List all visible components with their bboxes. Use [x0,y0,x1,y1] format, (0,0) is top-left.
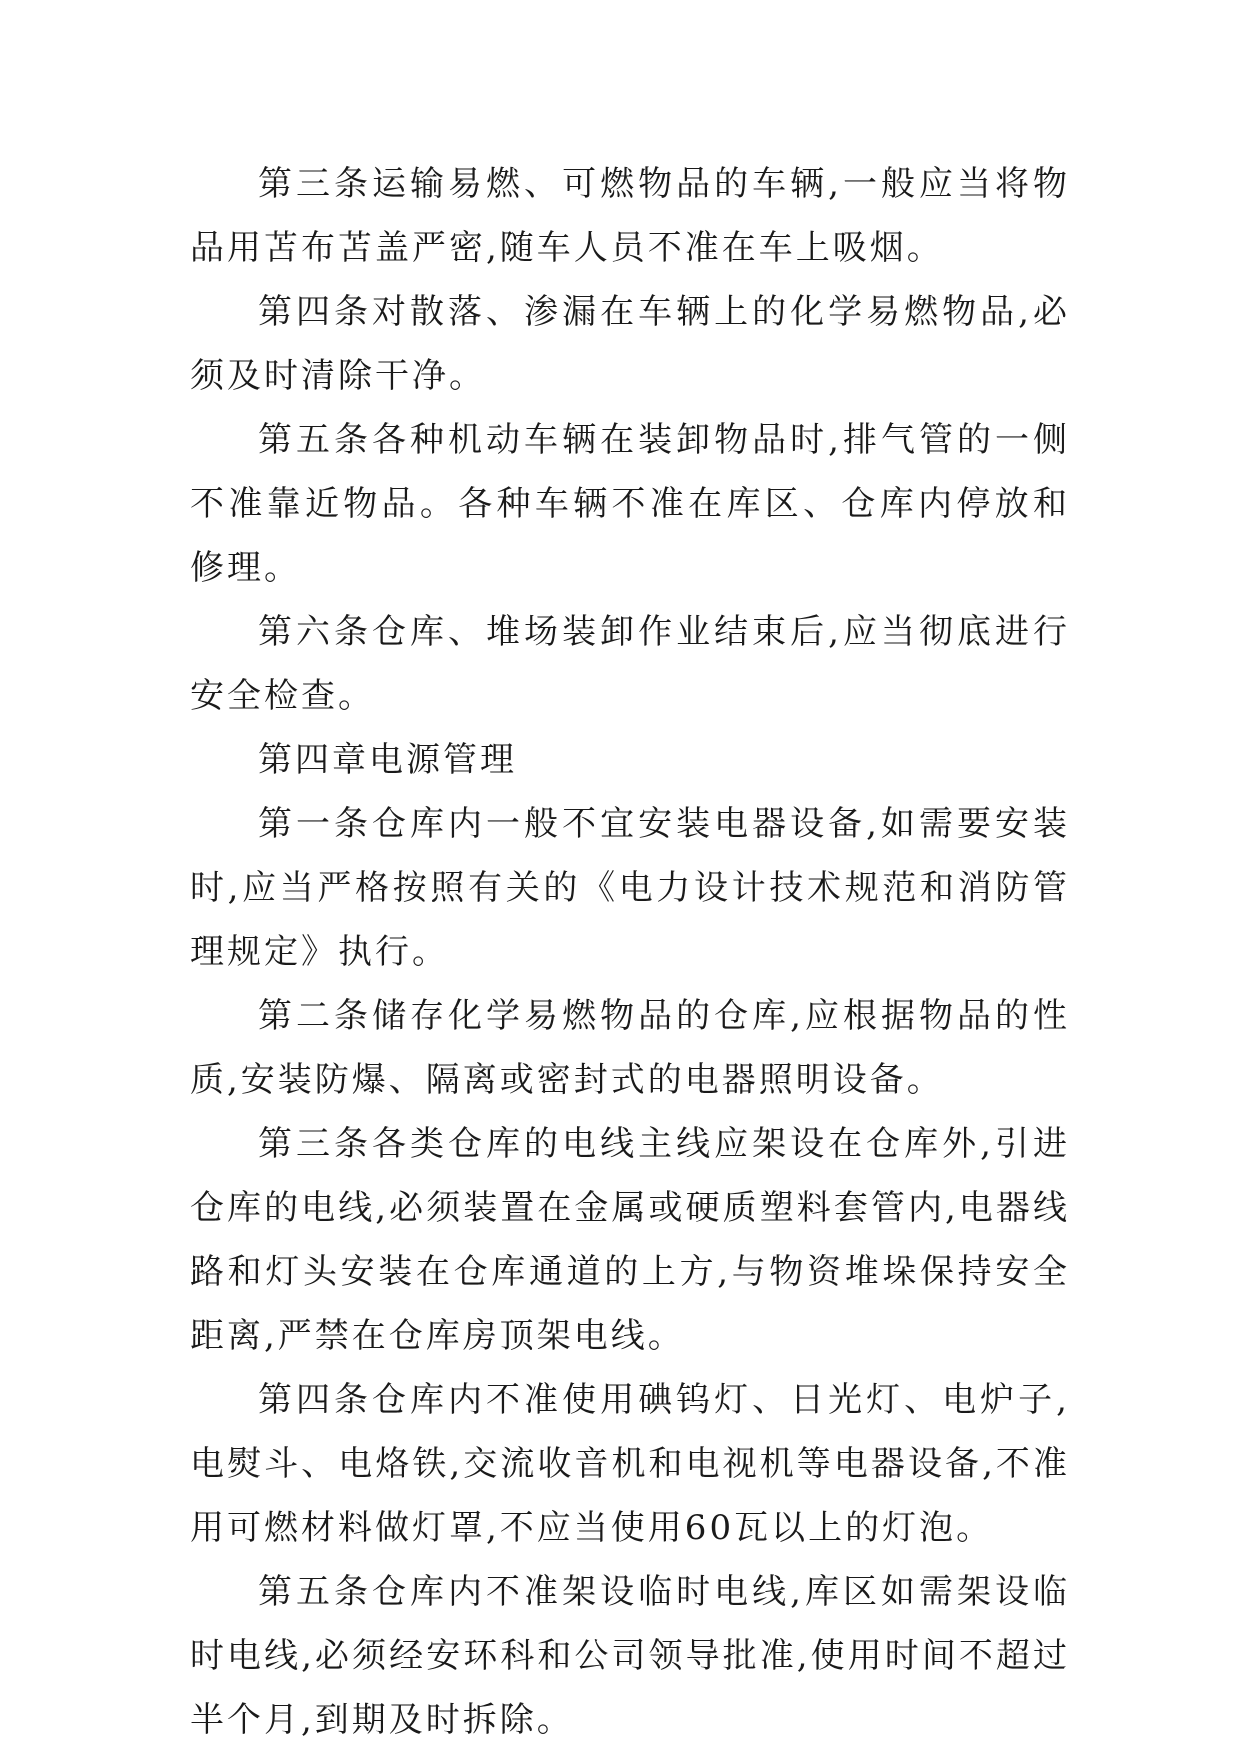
document-body [190,152,1070,1752]
chapter-heading-power-management: 第四章电源管理 [258,740,517,780]
paragraph-article-3-transport: 第三条运输易燃、可燃物品的车辆,一般应当将物品用苫布苫盖严密,随车人员不准在车上吸烟。 [190,164,1070,268]
paragraph-article-1-electrical-install: 第一条仓库内一般不宜安装电器设备,如需要安装时,应当严格按照有关的《电力设计技术规范和消防管理规定》执行。 [190,804,1070,972]
paragraph-article-2-explosion-proof: 第二条储存化学易燃物品的仓库,应根据物品的性质,安装防爆、隔离或密封式的电器照明设备。 [190,996,1070,1100]
paragraph-article-5-vehicles: 第五条各种机动车辆在装卸物品时,排气管的一侧不准靠近物品。各种车辆不准在库区、仓库内停放和修理。 [190,420,1070,588]
paragraph-article-4-prohibited-devices: 第四条仓库内不准使用碘钨灯、日光灯、电炉子,电熨斗、电烙铁,交流收音机和电视机等电器设备,不准用可燃材料做灯罩,不应当使用60瓦以上的灯泡。 [190,1380,1070,1548]
paragraph-article-3-wiring: 第三条各类仓库的电线主线应架设在仓库外,引进仓库的电线,必须装置在金属或硬质塑料套管内,电器线路和灯头安装在仓库通道的上方,与物资堆垛保持安全距离,严禁在仓库房顶架电线。 [190,1124,1070,1356]
paragraph-article-5-temporary-wiring: 第五条仓库内不准架设临时电线,库区如需架设临时电线,必须经安环科和公司领导批准,使用时间不超过半个月,到期及时拆除。 [190,1572,1070,1740]
paragraph-article-6-inspection: 第六条仓库、堆场装卸作业结束后,应当彻底进行安全检查。 [190,612,1070,716]
paragraph-article-4-spillage: 第四条对散落、渗漏在车辆上的化学易燃物品,必须及时清除干净。 [190,292,1070,396]
